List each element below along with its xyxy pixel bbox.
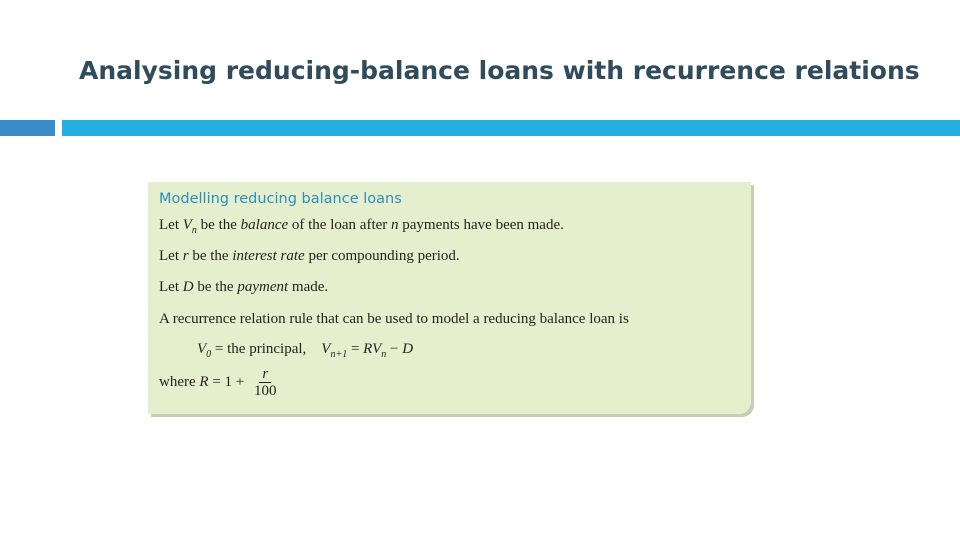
r-capital-variable: R (199, 374, 209, 390)
d-variable: D (182, 279, 194, 295)
minus-sign: − (386, 341, 403, 357)
let-word: Let (159, 248, 183, 264)
principal-text: = the principal, (211, 341, 307, 357)
fraction (254, 366, 277, 399)
title-rule-accent (0, 120, 55, 136)
v0-variable: $V_0$ (197, 341, 212, 360)
interest-rate-text: per compounding period. (304, 248, 460, 264)
be-the-text: be the (196, 217, 241, 233)
recurrence-equation (197, 339, 751, 359)
let-word: Let (159, 217, 179, 233)
r-definition (159, 366, 751, 399)
balance-text-a: of the loan after (288, 217, 392, 233)
recurrence-intro: A recurrence relation rule that can be used to model a reducing balance loan is (159, 311, 629, 327)
payment-text: made. (288, 279, 329, 295)
balance-term: balance (240, 217, 289, 233)
payment-definition (159, 277, 751, 297)
balance-variable: $V_n$ (182, 217, 197, 236)
box-heading: Modelling reducing balance loans (159, 191, 402, 207)
one-plus-text: = 1 + (208, 374, 248, 390)
equals-sign: = (347, 341, 364, 357)
interest-rate-definition (159, 246, 751, 266)
be-the-text: be the (193, 279, 238, 295)
n-variable: n (391, 217, 399, 233)
slide-title: Analysing reducing-balance loans with recurrence relations (79, 56, 920, 85)
title-rule-bar (62, 120, 960, 136)
let-word: Let (159, 279, 183, 295)
balance-definition (159, 215, 751, 235)
definition-box (148, 182, 751, 414)
fraction-numerator: r (259, 366, 271, 383)
be-the-text: be the (188, 248, 233, 264)
payment-term: payment (237, 279, 289, 295)
vn1-variable: $V_{n+1}$ (321, 341, 348, 360)
where-text: where (159, 374, 200, 390)
d-term: D (402, 341, 414, 357)
fraction-denominator: 100 (254, 383, 277, 399)
interest-rate-term: interest rate (232, 248, 305, 264)
r-variable: r (182, 248, 189, 264)
balance-text-b: payments have been made. (398, 217, 564, 233)
rvn-term: $RV_n$ (363, 341, 387, 360)
